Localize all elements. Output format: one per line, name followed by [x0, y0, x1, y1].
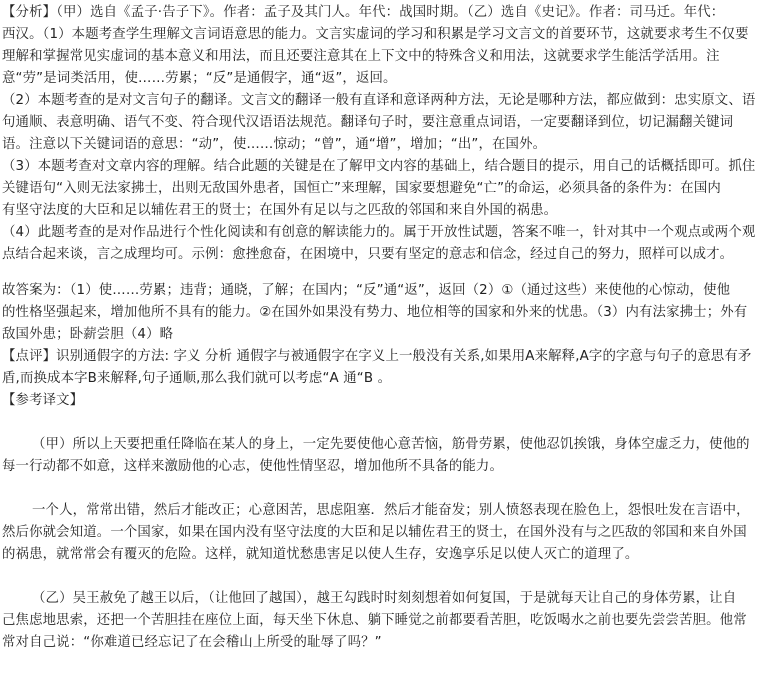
translation-yi-line: （乙）吴王赦免了越王以后，（让他回了越国），越王勾践时时刻刻想着如何复国，于是就每天让自己的身体劳累，让自	[32, 591, 737, 606]
answer-line: 故答案为：（1）使……劳累；违背；通晓，了解；在国内；“反”通“返”，返回（2）①（通过这些）来使他的心惊动，使他	[2, 283, 731, 298]
translation-jia1-line: （甲）所以上天要把重任降临在某人的身上，一定先要使他心意苦恼，筋骨劳累，使他忍饥挨饿，身体空虚乏力，使他的	[32, 437, 750, 452]
analysis-line: （4）此题考查的是对作品进行个性化阅读和有创意的解读能力的。属于开放性试题，答案不唯一，针对其中一个观点或两个观	[2, 225, 756, 240]
translation-jia1-line: 每一行动都不如意，这样来激励他的心志，使他性情坚忍，增加他所不具备的能力。	[2, 459, 504, 474]
analysis-line: （2）本题考查的是对文言句子的翻译。文言文的翻译一般有直译和意译两种方法，无论是哪种方法，都应做到：忠实原文、语	[2, 93, 756, 108]
answer-line: 敌国外患；卧薪尝胆（4）略	[2, 327, 174, 342]
analysis-line: 有坚守法度的大臣和足以辅佐君王的贤士；在国外有足以与之匹敌的邻国和来自外国的祸患。	[2, 203, 558, 218]
analysis-line: 西汉。（1）本题考查学生理解文言词语意思的能力。文言实虚词的学习和积累是学习文言文的首要环节，这就要求考生不仅要	[2, 27, 749, 42]
answer-line: 的性格坚强起来，增加他所不具有的能力。②在国外如果没有势力、地位相等的国家和外来的忧患。（3）内有法家拂士；外有	[2, 305, 748, 320]
analysis-line: 理解和掌握常见实虚词的基本意义和用法，而且还要注意其在上下文中的特殊含义和用法，这就要求学生能活学活用。注	[2, 49, 720, 64]
analysis-line: 【分析】（甲）选自《孟子·告子下》。作者：孟子及其门人。年代：战国时期。（乙）选自《史记》。作者：司马迁。年代：	[2, 5, 725, 20]
review-line: 盾,而换成本字B来解释,句子通顺,那么我们就可以考虑“A 通“B 。	[2, 371, 392, 386]
review-line: 【点评】识别通假字的方法: 字义 分析 通假字与被通假字在字义上一般没有关系,如果用A来解释,A字的字意与句子的意思有矛	[2, 349, 752, 364]
analysis-line: 意“劳”是词类活用，使……劳累；“反”是通假字，通“返”，返回。	[2, 71, 397, 86]
analysis-line: 句通顺、表意明确、语气不变、符合现代汉语语法规范。翻译句子时，要注意重点词语，一定要翻译到位，切记漏翻关键词	[2, 115, 734, 130]
translation-heading: 【参考译文】	[2, 393, 84, 408]
translation-yi-line: 常对自己说：“你难道已经忘记了在会稽山上所受的耻辱了吗？”	[2, 635, 382, 650]
analysis-line: 点结合起来谈，言之成理均可。示例：愈挫愈奋，在困境中，只要有坚定的意志和信念，经过自己的努力，照样可以成才。	[2, 247, 734, 262]
analysis-line: 关键语句“入则无法家拂士，出则无敌国外患者，国恒亡”来理解，国家要想避免“亡”的命运，必须具备的条件为：在国内	[2, 181, 721, 196]
analysis-line: 语。注意以下关键词语的意思：“动”，使……惊动；“曾”，通“增”，增加；“出”，在国外。	[2, 137, 547, 152]
analysis-line: （3）本题考查对文章内容的理解。结合此题的关键是在了解甲文内容的基础上，结合题目的提示，用自己的话概括即可。抓住	[2, 159, 756, 174]
translation-jia2-line: 然后你就会知道。一个国家，如果在国内没有坚守法度的大臣和足以辅佐君王的贤士，在国外没有与之匹敌的邻国和来自外国	[2, 525, 747, 540]
translation-jia2-line: 的祸患，就常常会有覆灭的危险。这样，就知道忧愁患害足以使人生存，安逸享乐足以使人灭亡的道理了。	[2, 547, 639, 562]
translation-yi-line: 己焦虑地思索，还把一个苦胆挂在座位上面，每天坐下休息、躺下睡觉之前都要看苦胆，吃饭喝水之前也要先尝尝苦胆。他常	[2, 613, 747, 628]
translation-jia2-line: 一个人，常常出错，然后才能改正；心意困苦，思虑阻塞．然后才能奋发；别人愤怒表现在脸色上，怨恨吐发在言语中，	[32, 503, 750, 518]
